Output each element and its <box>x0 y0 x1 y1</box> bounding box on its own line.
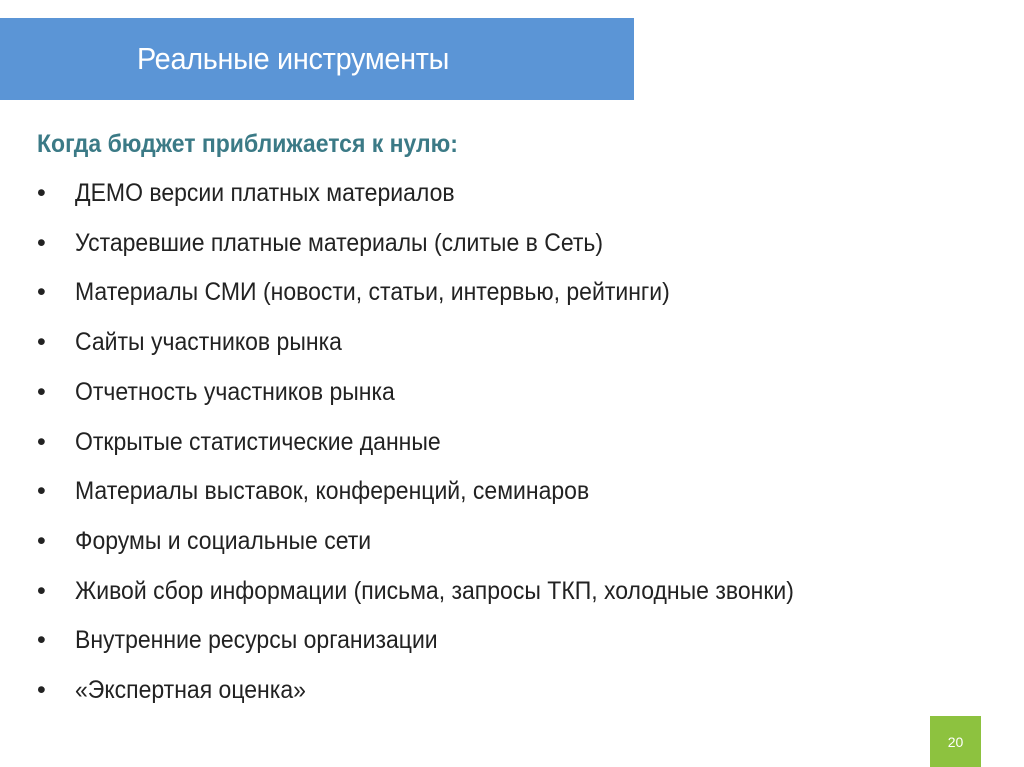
bullet-item <box>37 666 997 716</box>
bullet-icon: • <box>37 676 46 705</box>
bullet-item <box>37 517 997 567</box>
bullet-icon: • <box>37 377 46 406</box>
slide-title: Реальные инструменты <box>137 41 450 76</box>
bullet-item <box>37 418 997 468</box>
bullet-icon: • <box>37 228 46 257</box>
bullet-text: Внутренние ресурсы организации <box>75 626 438 655</box>
bullet-item <box>37 368 997 418</box>
bullet-text: Устаревшие платные материалы (слитые в Сеть) <box>75 228 604 257</box>
title-bar <box>0 18 634 100</box>
bullet-item <box>37 616 997 666</box>
bullet-icon: • <box>37 477 46 506</box>
bullet-item <box>37 268 997 318</box>
bullet-icon: • <box>37 576 46 605</box>
bullet-text: ДЕМО версии платных материалов <box>75 179 455 207</box>
bullet-item <box>37 467 997 517</box>
bullet-item <box>37 567 997 617</box>
bullet-icon: • <box>37 427 46 456</box>
bullet-text: «Экспертная оценка» <box>75 676 306 705</box>
intro-heading: Когда бюджет приближается к нулю: <box>37 130 458 158</box>
bullet-item <box>37 169 997 219</box>
bullet-icon: • <box>37 328 46 357</box>
bullet-item <box>37 318 997 368</box>
bullet-text: Отчетность участников рынка <box>75 377 395 406</box>
bullet-item <box>37 219 997 269</box>
bullet-text: Живой сбор информации (письма, запросы ТКП, холодные звонки) <box>75 576 794 605</box>
bullet-text: Форумы и социальные сети <box>75 526 372 555</box>
bullet-icon: • <box>37 278 46 307</box>
bullet-text: Открытые статистические данные <box>75 427 441 456</box>
bullet-icon: • <box>37 179 46 207</box>
page-number-badge <box>930 716 981 767</box>
bullet-icon: • <box>37 626 46 655</box>
bullet-icon: • <box>37 526 46 555</box>
slide-content <box>37 120 997 716</box>
bullet-text: Материалы СМИ (новости, статьи, интервью, рейтинги) <box>75 278 670 307</box>
bullet-list <box>37 169 997 716</box>
page-number: 20 <box>947 733 964 750</box>
bullet-text: Сайты участников рынка <box>75 328 342 357</box>
bullet-text: Материалы выставок, конференций, семинаров <box>75 477 590 506</box>
